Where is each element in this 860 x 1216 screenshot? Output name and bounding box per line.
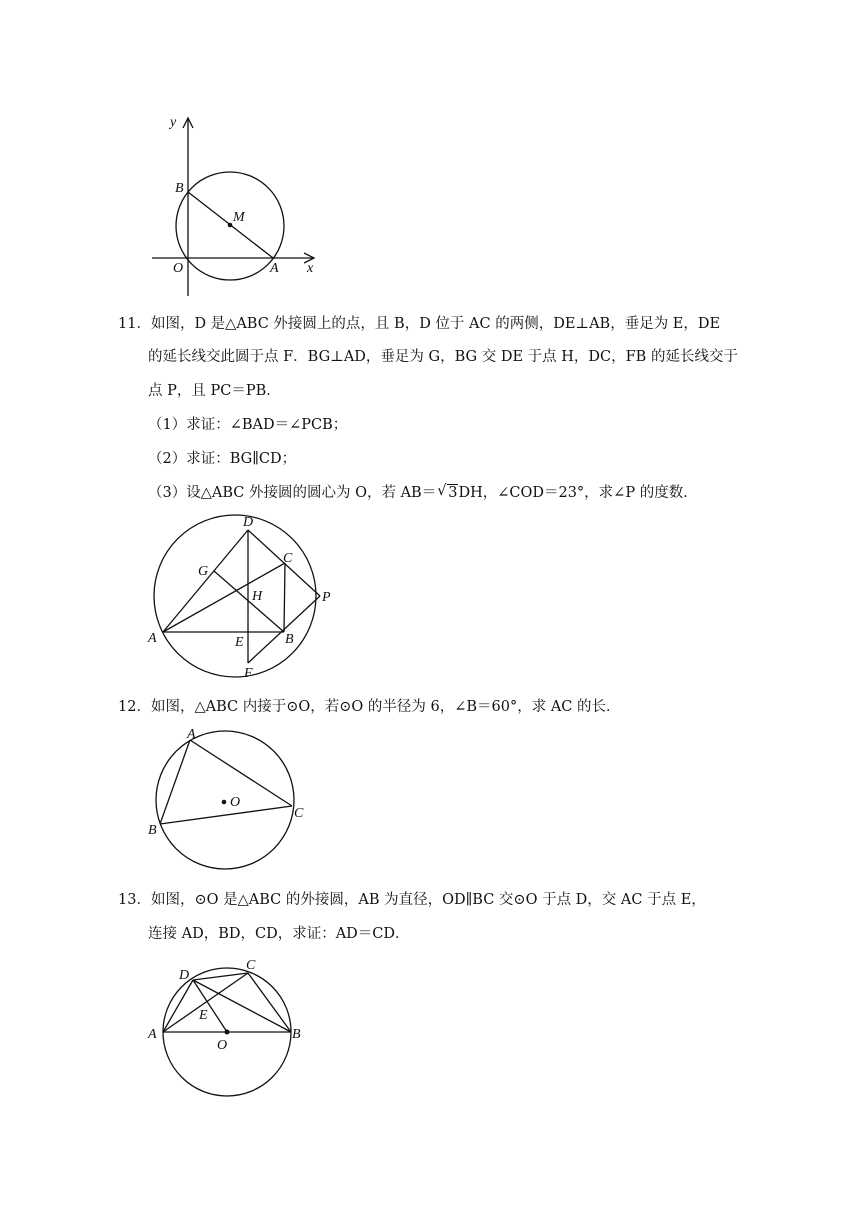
label-e: E [199, 1008, 208, 1023]
segment-gb [214, 571, 284, 632]
label-b: B [175, 181, 184, 196]
label-a: A [148, 631, 157, 646]
segment-bc [160, 806, 292, 824]
segment-ad [163, 530, 248, 632]
center-o [225, 1030, 230, 1035]
label-h: H [252, 589, 263, 604]
figure-coordinate-circle [140, 108, 330, 300]
label-c: C [294, 806, 304, 821]
label-d: D [243, 515, 254, 530]
figure-q11 [144, 510, 340, 682]
label-a: A [187, 727, 196, 742]
segment-ad [163, 980, 193, 1032]
label-c: C [246, 958, 256, 973]
label-f: F [244, 666, 253, 681]
label-o: O [230, 795, 241, 810]
circumcircle-abc [154, 515, 316, 677]
q11-line2: 的延长线交此圆于点 F．BG⊥AD，垂足为 G，BG 交 DE 于点 H，DC，FB 的延长线交于 [148, 349, 738, 365]
figure-q13 [144, 955, 310, 1101]
q13-line2: 连接 AD，BD，CD，求证：AD＝CD． [148, 926, 410, 942]
label-b: B [292, 1027, 301, 1042]
label-p: P [322, 590, 331, 605]
label-c: C [283, 551, 293, 566]
label-a: A [270, 261, 279, 276]
segment-ac [190, 740, 292, 806]
segment-cb [284, 563, 285, 632]
label-d: D [179, 968, 190, 983]
label-e: E [235, 635, 244, 650]
label-y: y [170, 115, 177, 130]
label-o: O [173, 261, 184, 276]
q12-line1: 12．如图，△ABC 内接于⊙O，若⊙O 的半径为 6，∠B＝60°，求 AC 的长． [118, 699, 621, 715]
sqrt-radicand: 3 [448, 485, 458, 501]
q11-line3: 点 P，且 PC＝PB． [148, 383, 281, 399]
label-x: x [307, 261, 314, 276]
q11-part3-post: DH，∠COD＝23°，求∠P 的度数． [458, 485, 698, 501]
q13-line1: 13．如图，⊙O 是△ABC 的外接圆，AB 为直径，OD∥BC 交⊙O 于点 D，交 AC 于点 E， [118, 892, 706, 908]
point-m [228, 223, 233, 228]
center-o [222, 800, 227, 805]
label-b: B [285, 632, 294, 647]
sqrt-symbol [437, 483, 458, 503]
q11-part1: （1）求证：∠BAD＝∠PCB； [148, 417, 348, 433]
q11-line1: 11．如图，D 是△ABC 外接圆上的点，且 B，D 位于 AC 的两侧，DE⊥AB，垂足为 E，DE [118, 316, 721, 332]
label-b: B [148, 823, 157, 838]
segment-ac [163, 563, 285, 632]
q11-part3 [148, 483, 698, 503]
q11-part2: （2）求证：BG∥CD； [148, 451, 297, 467]
label-a: A [148, 1027, 157, 1042]
segment-db [193, 980, 291, 1032]
label-m: M [233, 210, 245, 225]
segment-do [193, 980, 227, 1032]
label-g: G [198, 564, 209, 579]
q11-part3-pre: （3）设△ABC 外接圆的圆心为 O，若 AB＝ [148, 485, 437, 501]
label-o: O [217, 1038, 228, 1053]
segment-cb [248, 973, 291, 1032]
figure-q12 [144, 726, 314, 876]
